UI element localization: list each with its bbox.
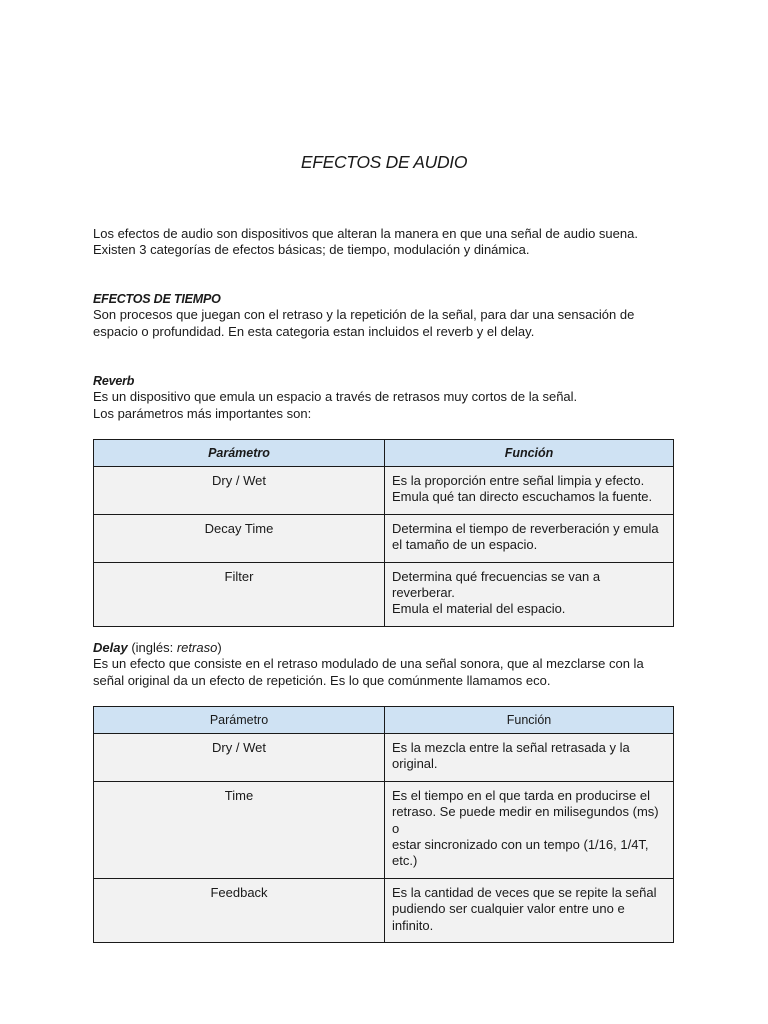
column-header-parametro: Parámetro: [94, 440, 385, 467]
function-line: Emula qué tan directo escuchamos la fuente.: [392, 489, 653, 505]
function-cell: [385, 514, 674, 562]
param-cell: Feedback: [94, 878, 385, 942]
table-row: [94, 514, 674, 562]
document-title: EFECTOS DE AUDIO: [300, 152, 468, 172]
delay-note-word: retraso: [176, 640, 218, 655]
function-line: etc.): [392, 853, 418, 869]
function-line: Es el tiempo en el que tarda en producirse el: [392, 787, 650, 803]
param-cell: Filter: [94, 562, 385, 626]
delay-line-2: señal original da un efecto de repetición. Es lo que comúnmente llamamos eco.: [93, 672, 551, 688]
reverb-section: [93, 373, 683, 422]
function-line: pudiendo ser cualquier valor entre uno e: [392, 901, 625, 917]
function-cell: [385, 562, 674, 626]
function-line: Es la mezcla entre la señal retrasada y la: [392, 740, 630, 755]
param-cell: Time: [94, 781, 385, 878]
param-cell: Decay Time: [94, 514, 385, 562]
tiempo-line-1: Son procesos que juegan con el retraso y la repetición de la señal, para dar una sensación de: [93, 307, 635, 323]
table-row: [94, 734, 674, 782]
param-cell: Dry / Wet: [94, 734, 385, 782]
delay-note-prefix: (inglés:: [127, 640, 177, 655]
table-row: [94, 781, 674, 878]
intro-line-2: Existen 3 categorías de efectos básicas; de tiempo, modulación y dinámica.: [93, 242, 530, 258]
delay-section: [93, 640, 683, 689]
table-header-row: [94, 440, 674, 467]
reverb-heading: Reverb: [93, 374, 135, 388]
function-line: Es la cantidad de veces que se repite la señal: [392, 884, 657, 900]
tiempo-line-2: espacio o profundidad. En esta categoria estan incluidos el reverb y el delay.: [93, 323, 535, 339]
delay-line-1: Es un efecto que consiste en el retraso modulado de una señal sonora, que al mezclarse con la: [93, 656, 644, 672]
function-cell: [385, 467, 674, 515]
reverb-line-1: Es un dispositivo que emula un espacio a través de retrasos muy cortos de la señal.: [93, 389, 578, 405]
reverb-table: [93, 439, 674, 627]
function-line: original.: [392, 756, 438, 772]
intro-paragraph: [93, 226, 683, 259]
delay-heading: Delay: [93, 640, 128, 655]
function-line: infinito.: [392, 917, 434, 933]
column-header-funcion: Función: [385, 707, 674, 734]
delay-note-suffix: ): [217, 640, 222, 655]
table-row: [94, 562, 674, 626]
intro-line-1: Los efectos de audio son dispositivos que alteran la manera en que una señal de audio suena.: [93, 226, 638, 241]
table-row: [94, 878, 674, 942]
reverb-line-2: Los parámetros más importantes son:: [93, 405, 312, 421]
table-header-row: [94, 707, 674, 734]
tiempo-section: [93, 291, 683, 340]
function-line: estar sincronizado con un tempo (1/16, 1/4T,: [392, 837, 649, 853]
function-cell: [385, 878, 674, 942]
function-line: retraso. Se puede medir en milisegundos (ms) o: [392, 804, 659, 836]
function-line: Emula el material del espacio.: [392, 601, 566, 617]
table-row: [94, 467, 674, 515]
function-cell: [385, 781, 674, 878]
function-cell: [385, 734, 674, 782]
delay-table: [93, 706, 674, 943]
column-header-parametro: Parámetro: [94, 707, 385, 734]
function-line: el tamaño de un espacio.: [392, 537, 538, 553]
column-header-funcion: Función: [385, 440, 674, 467]
function-line: Determina el tiempo de reverberación y emula: [392, 520, 659, 536]
tiempo-heading: EFECTOS DE TIEMPO: [93, 292, 221, 306]
function-line: Determina qué frecuencias se van a reverberar.: [392, 568, 601, 601]
param-cell: Dry / Wet: [94, 467, 385, 515]
function-line: Es la proporción entre señal limpia y efecto.: [392, 473, 645, 488]
